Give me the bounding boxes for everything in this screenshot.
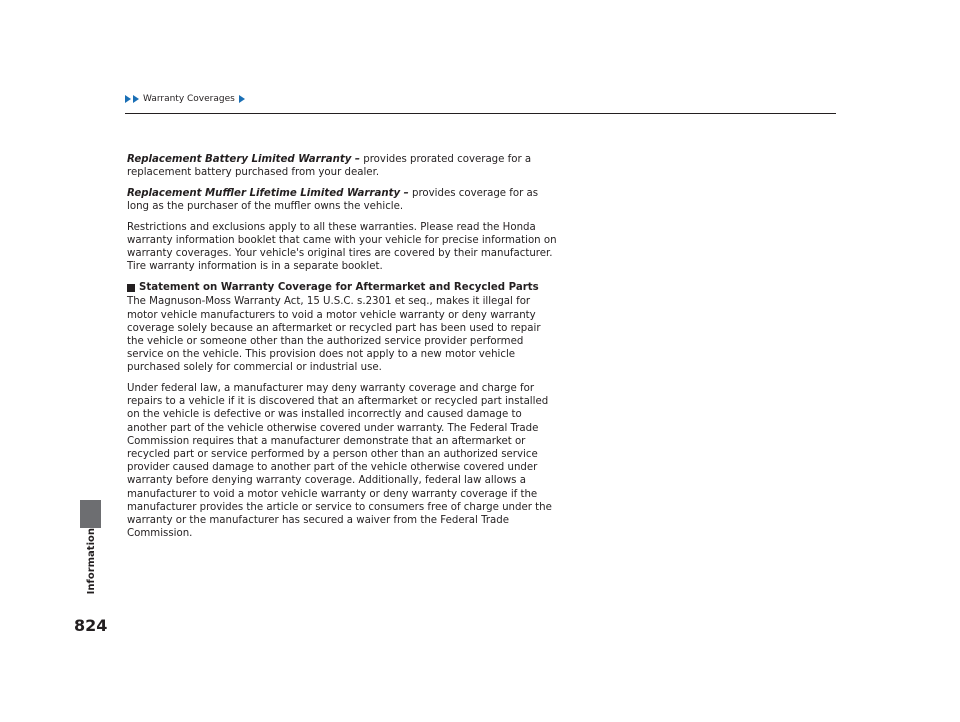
main-content	[127, 153, 559, 548]
page-number: 824	[74, 616, 108, 635]
breadcrumb-arrow-icon	[125, 95, 131, 103]
breadcrumb-arrow-icon	[239, 95, 245, 103]
breadcrumb[interactable]	[125, 94, 245, 104]
section-label: Information	[86, 528, 97, 595]
muffler-warranty-text: provides coverage for as long as the purchaser of the muffler owns the vehicle.	[127, 187, 539, 213]
breadcrumb-arrow-icon	[133, 95, 139, 103]
restrictions-paragraph: Restrictions and exclusions apply to all these warranties. Please read the Honda warranty information booklet that came with your vehicle for precise information on warranty coverages. Your vehicle's original tires are covered by their manufacturer. Tire warranty information is in a separate booklet.	[127, 221, 557, 273]
muffler-warranty-paragraph	[127, 187, 559, 213]
battery-warranty-text: provides prorated coverage for a replacement battery purchased from your dealer.	[127, 154, 532, 179]
battery-warranty-paragraph	[127, 153, 559, 179]
section-tab	[80, 500, 101, 528]
muffler-warranty-title: Replacement Muffler Lifetime Limited Warranty –	[127, 187, 409, 199]
header-divider	[125, 113, 836, 114]
section-heading-text: Statement on Warranty Coverage for Aftermarket and Recycled Parts	[139, 282, 539, 294]
square-bullet-icon	[127, 284, 135, 292]
section-heading	[127, 281, 559, 294]
breadcrumb-label[interactable]: Warranty Coverages	[143, 94, 235, 104]
federal-law-paragraph: Under federal law, a manufacturer may deny warranty coverage and charge for repairs to a vehicle if it is discovered that an aftermarket or recycled part installed on the vehicle is defective or was installed incorrectly and caused damage to another part of the vehicle otherwise covered under warranty. The Federal Trade Commission requires that a manufacturer demonstrate that an aftermarket or recycled part or service performed by a person other than an authorized service provider caused damage to another part of the vehicle otherwise covered under warranty before denying warranty coverage. Additionally, federal law allows a manufacturer to void a motor vehicle warranty or deny warranty coverage if the manufacturer provides the article or service to consumers free of charge under the warranty or the manufacturer has secured a waiver from the Federal Trade Commission.	[127, 383, 552, 540]
magnuson-moss-paragraph: The Magnuson-Moss Warranty Act, 15 U.S.C. s.2301 et seq., makes it illegal for motor vehicle manufacturers to void a motor vehicle warranty or deny warranty coverage solely because an aftermarket or recycled part has been used to repair the vehicle or someone other than the authorized service provider performed service on the vehicle. This provision does not apply to a new motor vehicle purchased solely for commercial or industrial use.	[127, 296, 541, 374]
battery-warranty-title: Replacement Battery Limited Warranty –	[127, 154, 361, 165]
